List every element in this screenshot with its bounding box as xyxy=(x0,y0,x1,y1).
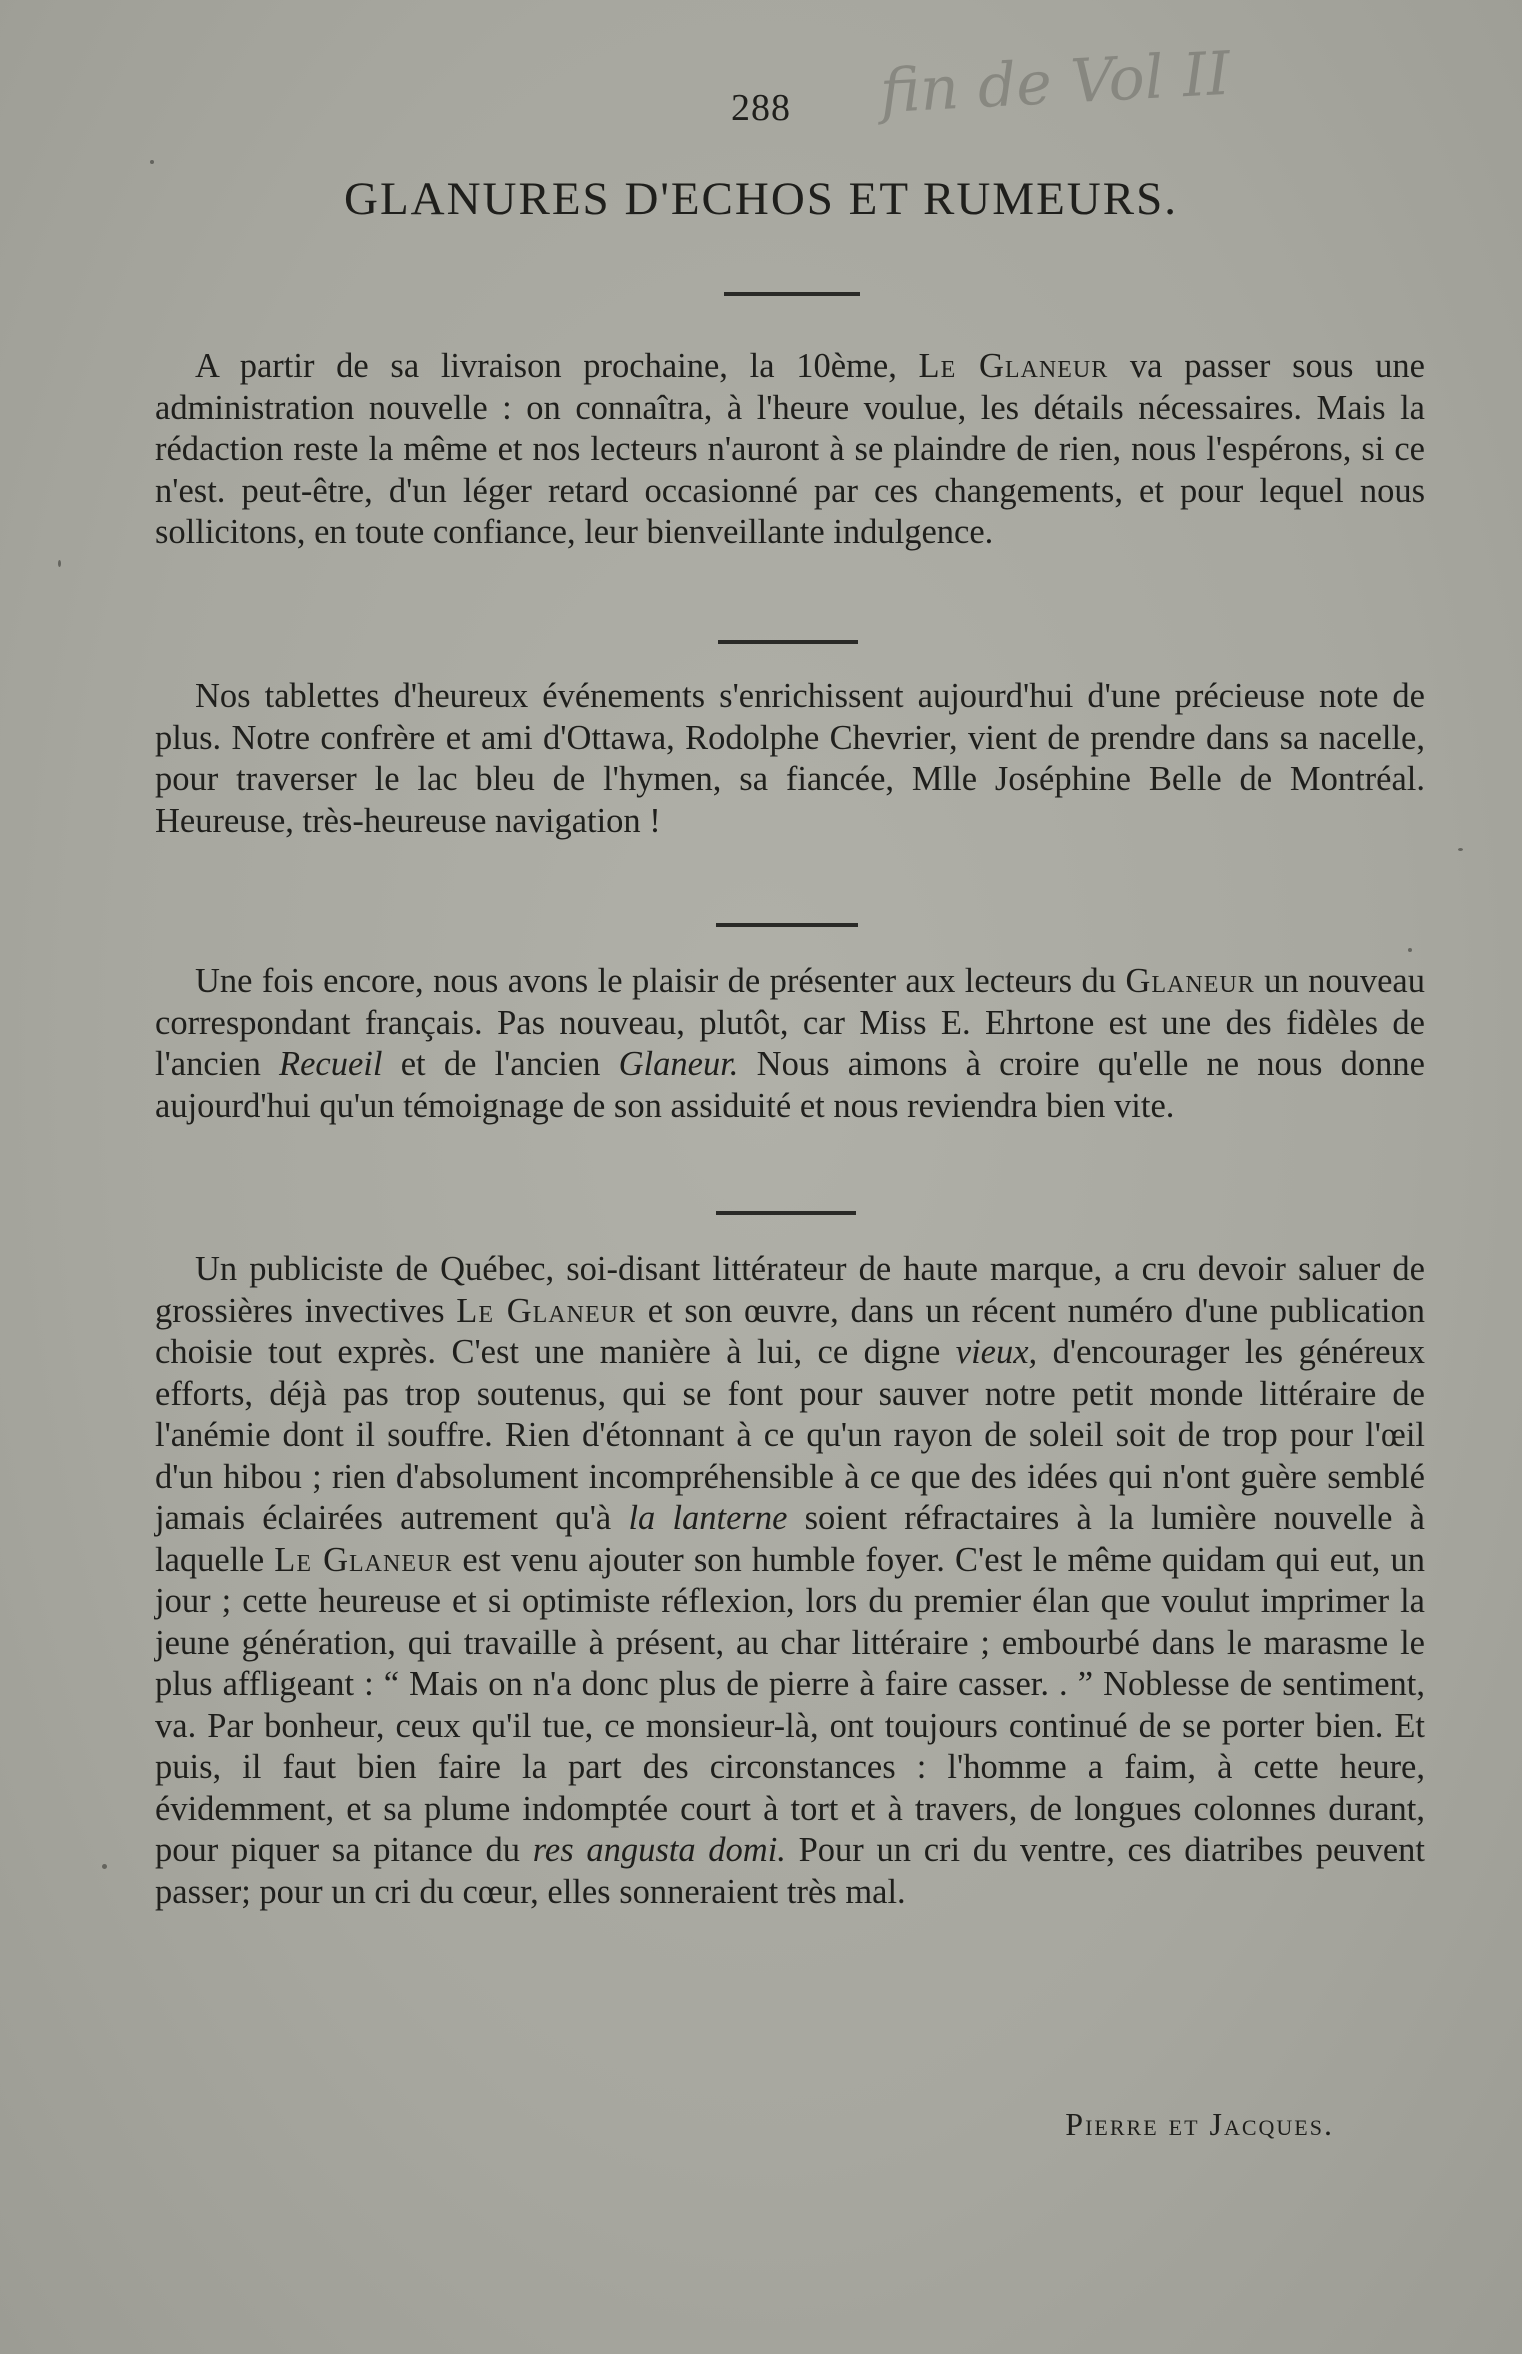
section-divider xyxy=(716,1211,856,1215)
text-segment: est venu ajouter son humble foyer. C'est le même quidam qui eut, un jour ; cette heureuse et si optimiste réflexion, lors du premier élan que voulut imprimer la jeune génération, qui travaille à présent, au char littéraire ; embourbé dans le marasme le plus affligeant : “ Mais on n'a donc plus de pierre à faire casser. . ” Noblesse de sentiment, va. Par bonheur, ceux qu'il tue, ce monsieur-là, ont toujours continué de se porter bien. Et puis, il faut bien faire la part des circonstances : l'homme a faim, à cette heure, évidemment, et sa plume indomptée court à tort et à travers, de longues colonnes durant, pour piquer sa pitance du xyxy=(155,1540,1425,1869)
text-segment: Nous aimons à croire qu'elle ne nous donne aujourd'hui qu'un témoignage de son assiduité et nous reviendra bien vite. xyxy=(155,1045,1425,1125)
paragraph-quebec-publicist xyxy=(155,1249,1425,1913)
text-segment: et son œuvre, dans un récent numéro d'une publication choisie tout exprès. C'est une manière à lui, ce digne xyxy=(155,1291,1425,1371)
paper-speck xyxy=(1458,848,1463,851)
text-segment: un nouveau correspondant français. Pas nouveau, plutôt, car Miss E. Ehrtone est une des fidèles de l'ancien xyxy=(155,962,1425,1083)
journal-name: Le Glaneur xyxy=(274,1540,453,1579)
section-divider xyxy=(724,292,860,296)
text-segment: d'encourager les généreux efforts, déjà pas trop soutenus, qui se font pour sauver notre petit monde littéraire de l'anémie dont il souffre. Rien d'étonnant à ce qu'un rayon de soleil soit de trop pour l'œil d'un hibou ; rien d'absolument incompréhensible à ce que des idées qui n'ont guère semblé jamais éclairées autrement qu'à xyxy=(155,1333,1425,1537)
text-segment: soient réfractaires à la lumière nouvelle à laquelle xyxy=(155,1499,1425,1579)
paragraph-new-correspondent xyxy=(155,961,1425,1127)
paper-speck xyxy=(58,560,61,567)
handwritten-annotation: fin de Vol II xyxy=(878,38,1232,128)
journal-name: Le Glaneur xyxy=(918,347,1109,385)
text-segment: A partir de sa livraison prochaine, la 10ème, xyxy=(195,347,919,385)
text-segment: et de l'ancien xyxy=(382,1045,619,1083)
paragraph-administration xyxy=(155,346,1425,554)
page-number: 288 xyxy=(731,87,791,129)
section-divider xyxy=(718,640,858,644)
journal-name: Glaneur xyxy=(1125,962,1255,1000)
section-divider xyxy=(716,923,858,927)
paper-speck xyxy=(102,1864,107,1869)
text-segment: Une fois encore, nous avons le plaisir de présenter aux lecteurs du xyxy=(195,962,1126,1000)
paper-speck xyxy=(150,160,154,164)
paragraph-wedding-announcement xyxy=(155,676,1425,842)
journal-name: Recueil xyxy=(279,1045,383,1083)
paper-speck xyxy=(1408,948,1412,952)
text-segment: Un publiciste de Québec, soi-disant littérateur de haute marque, a cru devoir saluer de grossières invectives xyxy=(155,1250,1425,1330)
journal-name: Glaneur. xyxy=(618,1045,739,1083)
journal-name: Le Glaneur xyxy=(456,1291,636,1330)
text-segment: Pour un cri du ventre, ces diatribes peuvent passer; pour un cri du cœur, elles sonneraient très mal. xyxy=(155,1831,1425,1911)
italic-phrase: la lanterne xyxy=(628,1499,788,1537)
latin-phrase: res angusta domi. xyxy=(532,1831,786,1869)
article-title: GLANURES D'ECHOS ET RUMEURS. xyxy=(344,173,1178,225)
italic-word: vieux, xyxy=(955,1333,1038,1371)
signature: Pierre et Jacques. xyxy=(1065,2106,1334,2142)
text-segment: va passer sous une administration nouvelle : on connaîtra, à l'heure voulue, les détails nécessaires. Mais la rédaction reste la même et nos lecteurs n'auront à se plaindre de rien, nous l'espérons, si ce n'est. peut-être, d'un léger retard occasionné par ces changements, et pour lequel nous sollicitons, en toute confiance, leur bienveillante indulgence. xyxy=(155,347,1425,551)
text-segment: Nos tablettes d'heureux événements s'enrichissent aujourd'hui d'une précieuse note de plus. Notre confrère et ami d'Ottawa, Rodolphe Chevrier, vient de prendre dans sa nacelle, pour traverser le lac bleu de l'hymen, sa fiancée, Mlle Joséphine Belle de Montréal. Heureuse, très-heureuse navigation ! xyxy=(155,677,1425,840)
